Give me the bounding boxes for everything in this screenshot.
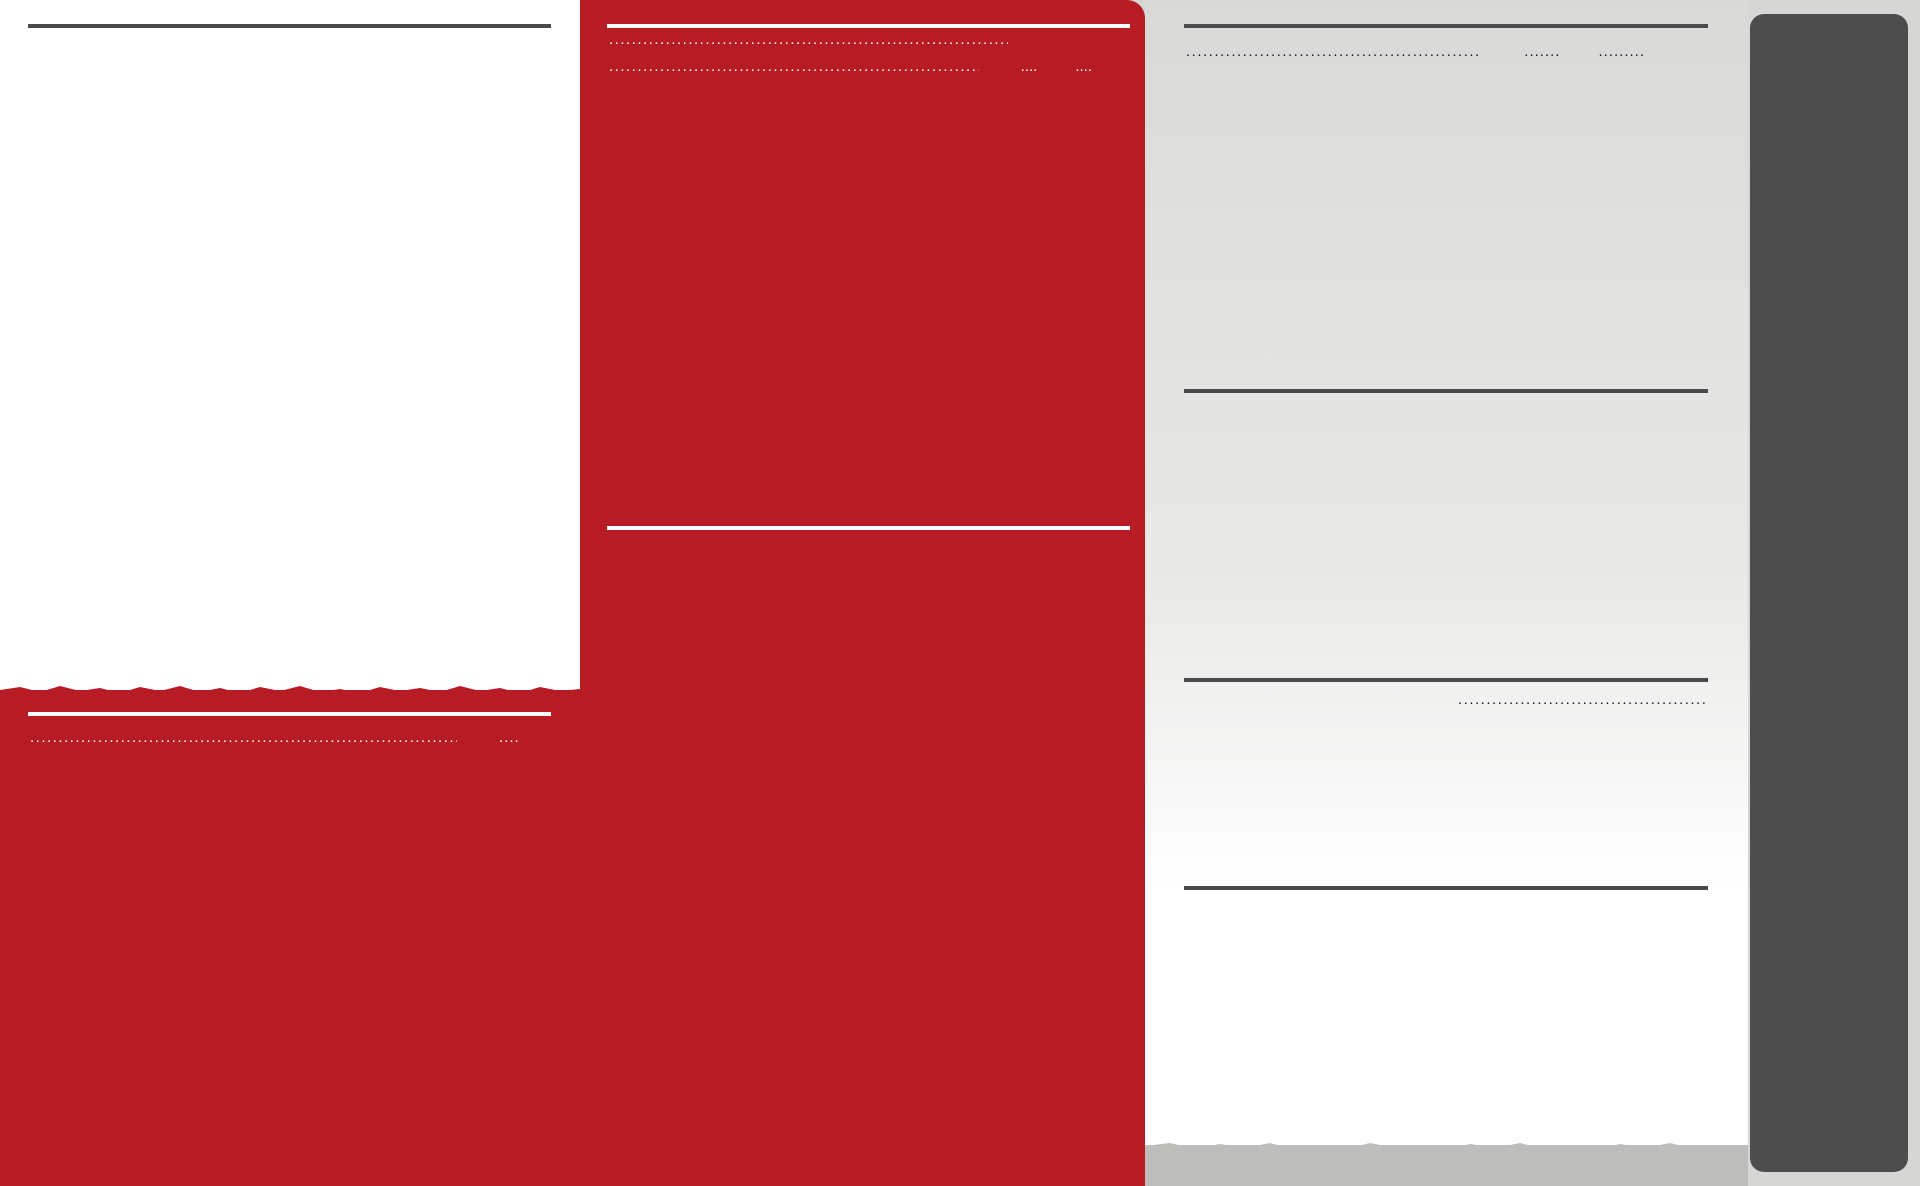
- appetizers-section: [28, 18, 551, 42]
- small-dinners-left: [1184, 690, 1436, 711]
- footer-strip: [1145, 1145, 1748, 1186]
- neapolitan-section: [607, 18, 1130, 77]
- title-rule: [1184, 24, 1708, 28]
- small-dinners-right: [1456, 690, 1708, 711]
- title-rule: [607, 24, 1130, 28]
- specialty-section: [607, 868, 1130, 874]
- title-rule: [1184, 389, 1708, 393]
- title-rule: [28, 24, 551, 28]
- title-rule: [28, 712, 551, 716]
- menu-item: [607, 30, 1130, 51]
- torn-edge: [0, 683, 580, 697]
- small-dinners-columns: [1184, 690, 1708, 711]
- salads-section: [28, 706, 551, 759]
- burgers-section: [1184, 880, 1708, 898]
- menu-item: ..... ....... .........: [1184, 42, 1679, 63]
- menu-item: ..... .... ....: [607, 57, 1130, 78]
- menu-item: [1456, 690, 1708, 711]
- title-rule: [1184, 886, 1708, 890]
- title-rule: [1184, 678, 1708, 682]
- small-dinners-section: [1184, 672, 1708, 711]
- menu-item: ..... ....: [28, 728, 551, 749]
- deals-list: [1750, 14, 1908, 1172]
- title-rule: [607, 526, 1130, 530]
- salads-panel-bg: [0, 690, 580, 1186]
- sicilian-section: [607, 520, 1130, 548]
- strombolis-section: [1184, 18, 1708, 63]
- pizza-panel-bg: [580, 0, 1145, 1186]
- dinners-section: [1184, 383, 1708, 401]
- stromboli-panel-bg: [1145, 0, 1748, 1186]
